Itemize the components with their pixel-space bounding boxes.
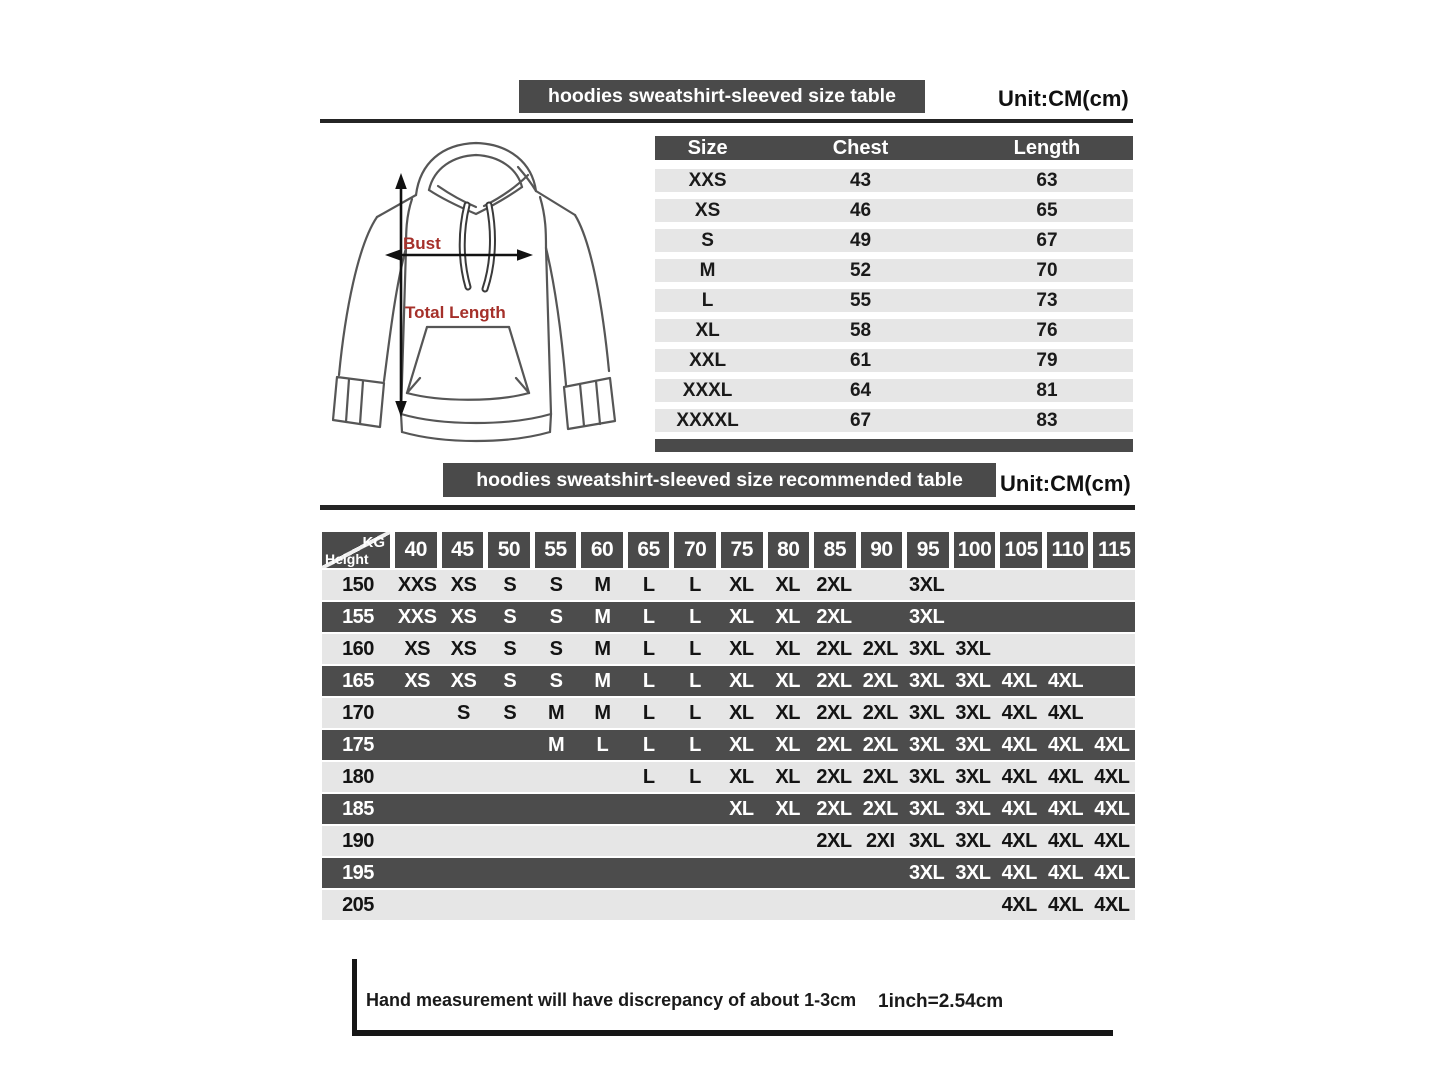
- recommended-size-cell: 4XL: [1094, 733, 1130, 756]
- height-row-header: 155: [342, 605, 374, 628]
- recommended-size-cell: 4XL: [1047, 797, 1084, 820]
- height-row-header: 160: [342, 637, 374, 660]
- corner-axis-cell: [322, 532, 390, 568]
- recommended-size-cell: M: [594, 669, 611, 692]
- recommended-size-cell: 4XL: [1094, 797, 1130, 820]
- recommended-size-cell: XL: [775, 573, 800, 596]
- hoodie-outline: [333, 143, 615, 441]
- recommended-size-cell: L: [689, 573, 701, 596]
- size-table-cell: XXXL: [682, 379, 733, 401]
- size-table-cell: 76: [1036, 319, 1058, 341]
- size-table-cell: 49: [849, 229, 872, 251]
- unit-label-top: Unit:CM(cm): [998, 86, 1129, 111]
- recommended-size-cell: L: [642, 765, 655, 788]
- size-table-row: [655, 289, 1133, 312]
- size-table-cell: S: [701, 229, 714, 251]
- recommended-size-cell: 2XL: [816, 797, 852, 820]
- recommended-size-cell: L: [642, 637, 655, 660]
- recommended-size-cell: S: [549, 605, 563, 628]
- size-table-body: [655, 169, 1133, 432]
- recommended-size-cell: 4XL: [1001, 669, 1037, 692]
- divider-line-bottom: [320, 505, 1135, 510]
- weight-column-header: 85: [814, 532, 856, 568]
- recommended-size-cell: 2XI: [866, 829, 895, 852]
- recommended-size-cell: 3XL: [909, 733, 945, 756]
- recommended-size-cell: 3XL: [909, 669, 945, 692]
- weight-column-header: 100: [954, 532, 996, 568]
- recommended-size-cell: 3XL: [909, 797, 945, 820]
- recommended-table-row: [322, 696, 1135, 728]
- footnote-note: Hand measurement will have discrepancy of about 1-3cm: [366, 990, 857, 1010]
- weight-column-header: 60: [581, 532, 623, 568]
- recommended-table-row: [322, 824, 1135, 856]
- recommended-size-cell: XL: [729, 573, 754, 596]
- recommended-size-cell: XL: [729, 797, 754, 820]
- size-table-cell: 64: [849, 379, 872, 401]
- recommended-size-cell: S: [549, 669, 563, 692]
- divider-line-top: [320, 119, 1133, 123]
- size-table-row: [655, 259, 1133, 282]
- size-table-cell: XS: [694, 199, 721, 221]
- size-table-title-bar: [519, 80, 925, 113]
- size-table-title: hoodies sweatshirt-sleeved size table: [548, 85, 896, 107]
- recommended-table-title-bar: [443, 463, 996, 497]
- recommended-size-cell: XL: [775, 797, 800, 820]
- total-length-label: Total Length: [405, 303, 506, 322]
- recommended-size-cell: XXS: [397, 573, 437, 596]
- drawstrings: [462, 205, 492, 289]
- recommended-size-cell: 4XL: [1001, 765, 1037, 788]
- recommended-size-cell: 2XL: [816, 829, 852, 852]
- weight-column-header: 115: [1093, 532, 1135, 568]
- recommended-size-cell: XL: [729, 605, 754, 628]
- recommended-size-cell: S: [457, 701, 470, 724]
- column-header-length: Length: [1013, 136, 1081, 159]
- recommended-size-cell: 2XL: [862, 765, 898, 788]
- recommended-size-cell: XS: [404, 637, 430, 660]
- recommended-size-cell: S: [503, 573, 517, 596]
- recommended-size-cell: L: [689, 669, 701, 692]
- weight-column-header: 80: [768, 532, 810, 568]
- recommended-size-cell: 2XL: [862, 637, 898, 660]
- recommended-size-cell: 3XL: [955, 733, 991, 756]
- size-table-cell: 43: [849, 169, 872, 191]
- recommended-size-cell: 4XL: [1001, 733, 1037, 756]
- recommended-size-cell: 4XL: [1094, 893, 1130, 916]
- recommended-size-cell: L: [689, 605, 701, 628]
- recommended-size-cell: 3XL: [909, 701, 945, 724]
- size-table-cell: 61: [849, 349, 872, 371]
- recommended-size-cell: 4XL: [1047, 733, 1084, 756]
- recommended-size-cell: M: [548, 733, 565, 756]
- size-table-footer-bar: [655, 439, 1133, 452]
- recommended-size-cell: 4XL: [1001, 701, 1037, 724]
- recommended-size-cell: 3XL: [955, 861, 991, 884]
- recommended-size-cell: XL: [729, 733, 754, 756]
- footnote-conversion: 1inch=2.54cm: [878, 991, 1004, 1012]
- size-table-row: [655, 229, 1133, 252]
- recommended-size-cell: 3XL: [955, 797, 991, 820]
- recommended-size-cell: 2XL: [816, 733, 852, 756]
- recommended-size-cell: L: [642, 733, 655, 756]
- size-table-cell: 52: [849, 259, 872, 281]
- recommended-table-row: [322, 600, 1135, 632]
- size-table-cell: 81: [1036, 379, 1058, 401]
- recommended-size-cell: M: [594, 701, 611, 724]
- recommended-size-cell: XL: [729, 637, 754, 660]
- size-table-cell: 67: [1036, 229, 1058, 251]
- height-row-header: 180: [342, 765, 374, 788]
- recommended-size-cell: 2XL: [816, 669, 852, 692]
- recommended-size-cell: 2XL: [816, 765, 852, 788]
- recommended-size-cell: 2XL: [862, 797, 898, 820]
- recommended-size-cell: S: [503, 637, 517, 660]
- size-table-row: [655, 319, 1133, 342]
- recommended-size-cell: 3XL: [955, 637, 991, 660]
- size-table: [655, 136, 1133, 452]
- weight-column-header: 110: [1047, 532, 1089, 568]
- recommended-size-cell: L: [642, 605, 655, 628]
- recommended-size-cell: 2XL: [816, 605, 852, 628]
- recommended-size-cell: S: [549, 573, 563, 596]
- size-table-cell: XXS: [688, 169, 727, 191]
- size-table-cell: 70: [1036, 259, 1058, 281]
- recommended-table-row: [322, 760, 1135, 792]
- height-row-header: 170: [342, 701, 374, 724]
- size-table-cell: XXXXL: [676, 409, 739, 431]
- recommended-size-cell: 4XL: [1001, 893, 1037, 916]
- recommended-table-row: [322, 568, 1135, 600]
- recommended-table-title: hoodies sweatshirt-sleeved size recommended table: [476, 468, 963, 491]
- weight-column-header: 50: [488, 532, 530, 568]
- recommended-table-row: [322, 664, 1135, 696]
- recommended-size-cell: XL: [775, 669, 800, 692]
- recommended-size-cell: 2XL: [816, 701, 852, 724]
- size-table-cell: M: [699, 259, 716, 281]
- size-table-cell: 79: [1036, 349, 1058, 371]
- height-row-header: 195: [342, 861, 374, 884]
- weight-column-header: 70: [674, 532, 716, 568]
- weight-column-header: 95: [907, 532, 949, 568]
- weight-column-header: 75: [721, 532, 763, 568]
- recommended-size-cell: M: [594, 573, 611, 596]
- recommended-size-cell: XL: [775, 605, 800, 628]
- size-table-cell: 58: [849, 319, 872, 341]
- recommended-size-cell: XL: [775, 733, 800, 756]
- column-header-chest: Chest: [832, 136, 889, 159]
- recommended-size-cell: S: [503, 701, 517, 724]
- recommended-size-cell: XS: [450, 669, 477, 692]
- recommended-size-cell: 3XL: [955, 701, 991, 724]
- weight-column-header: 40: [395, 532, 437, 568]
- recommended-table-row: [322, 856, 1135, 888]
- recommended-size-cell: 2XL: [862, 733, 898, 756]
- recommended-size-cell: L: [689, 701, 701, 724]
- recommended-size-cell: 4XL: [1094, 765, 1130, 788]
- recommended-size-cell: XL: [775, 701, 800, 724]
- recommended-size-cell: 2XL: [816, 637, 852, 660]
- size-table-cell: L: [701, 289, 714, 311]
- recommended-size-cell: L: [642, 573, 655, 596]
- recommended-size-cell: 3XL: [955, 829, 991, 852]
- size-table-row: [655, 169, 1133, 192]
- kg-axis-label: KG: [362, 534, 385, 551]
- height-row-header: 165: [342, 669, 374, 692]
- size-table-cell: 67: [849, 409, 872, 431]
- recommended-size-cell: 4XL: [1047, 669, 1084, 692]
- recommended-size-cell: 4XL: [1094, 829, 1130, 852]
- recommended-size-table: [322, 532, 1135, 920]
- recommended-size-cell: XL: [775, 637, 800, 660]
- recommended-table-row: [322, 888, 1135, 920]
- size-table-cell: XL: [695, 319, 720, 341]
- footnote-horizontal-line: [352, 1030, 1113, 1036]
- recommended-size-cell: 3XL: [909, 573, 945, 596]
- recommended-size-cell: 4XL: [1001, 861, 1037, 884]
- recommended-size-cell: 4XL: [1001, 829, 1037, 852]
- recommended-size-cell: 3XL: [909, 861, 945, 884]
- recommended-size-cell: 3XL: [909, 829, 945, 852]
- recommended-size-cell: M: [594, 605, 611, 628]
- recommended-size-cell: S: [549, 637, 563, 660]
- recommended-size-cell: XL: [729, 701, 754, 724]
- recommended-table-body: [322, 568, 1135, 920]
- column-header-size: Size: [687, 136, 728, 159]
- size-table-cell: 65: [1036, 199, 1058, 221]
- recommended-size-cell: 3XL: [909, 605, 945, 628]
- weight-column-header: 105: [1000, 532, 1042, 568]
- recommended-table-row: [322, 728, 1135, 760]
- footnote-vertical-line: [352, 959, 357, 1036]
- recommended-size-cell: XL: [775, 765, 800, 788]
- size-table-cell: 55: [849, 289, 872, 311]
- recommended-size-cell: S: [503, 669, 517, 692]
- size-table-cell: 83: [1036, 409, 1058, 431]
- recommended-size-cell: 4XL: [1047, 861, 1084, 884]
- recommended-size-cell: 4XL: [1047, 701, 1084, 724]
- recommended-size-cell: 4XL: [1047, 829, 1084, 852]
- height-row-header: 150: [342, 573, 374, 596]
- recommended-size-cell: L: [689, 733, 701, 756]
- recommended-size-cell: XL: [729, 669, 754, 692]
- size-table-cell: XXL: [689, 349, 727, 371]
- size-table-header: [655, 136, 1133, 160]
- recommended-size-cell: 3XL: [909, 637, 945, 660]
- recommended-size-cell: 4XL: [1047, 765, 1084, 788]
- height-row-header: 190: [342, 829, 374, 852]
- recommended-size-cell: L: [642, 701, 655, 724]
- recommended-size-cell: 4XL: [1047, 893, 1084, 916]
- size-table-row: [655, 379, 1133, 402]
- recommended-size-cell: XXS: [397, 605, 437, 628]
- recommended-size-cell: L: [596, 733, 609, 756]
- recommended-size-cell: XS: [404, 669, 430, 692]
- size-table-row: [655, 349, 1133, 372]
- height-row-header: 185: [342, 797, 374, 820]
- recommended-size-cell: XS: [450, 605, 477, 628]
- hoodie-measurement-diagram: [332, 137, 620, 455]
- recommended-table-row: [322, 792, 1135, 824]
- size-table-cell: 73: [1036, 289, 1058, 311]
- size-table-row: [655, 199, 1133, 222]
- recommended-table-row: [322, 632, 1135, 664]
- recommended-size-cell: L: [689, 765, 701, 788]
- recommended-table-header: [322, 532, 1135, 568]
- weight-column-header: 45: [442, 532, 484, 568]
- height-axis-label: Height: [325, 551, 369, 567]
- weight-column-header: 90: [861, 532, 903, 568]
- bust-label: Bust: [403, 234, 441, 253]
- recommended-size-cell: L: [642, 669, 655, 692]
- size-table-cell: 63: [1036, 169, 1058, 191]
- recommended-size-cell: XS: [450, 573, 477, 596]
- recommended-size-cell: 4XL: [1001, 797, 1037, 820]
- recommended-size-cell: 2XL: [816, 573, 852, 596]
- recommended-size-cell: XL: [729, 765, 754, 788]
- recommended-size-cell: 4XL: [1094, 861, 1130, 884]
- recommended-size-cell: XS: [450, 637, 477, 660]
- size-table-row: [655, 409, 1133, 432]
- recommended-size-cell: 2XL: [862, 669, 898, 692]
- recommended-size-cell: 3XL: [909, 765, 945, 788]
- recommended-size-cell: 3XL: [955, 765, 991, 788]
- recommended-size-cell: M: [548, 701, 565, 724]
- height-row-header: 175: [342, 733, 374, 756]
- weight-column-header: 65: [628, 532, 670, 568]
- recommended-size-cell: S: [503, 605, 517, 628]
- recommended-size-cell: M: [594, 637, 611, 660]
- unit-label-bottom: Unit:CM(cm): [1000, 471, 1131, 496]
- recommended-size-cell: L: [689, 637, 701, 660]
- height-row-header: 205: [342, 893, 374, 916]
- size-table-cell: 46: [849, 199, 872, 221]
- weight-column-header: 55: [535, 532, 577, 568]
- recommended-size-cell: 2XL: [862, 701, 898, 724]
- recommended-size-cell: 3XL: [955, 669, 991, 692]
